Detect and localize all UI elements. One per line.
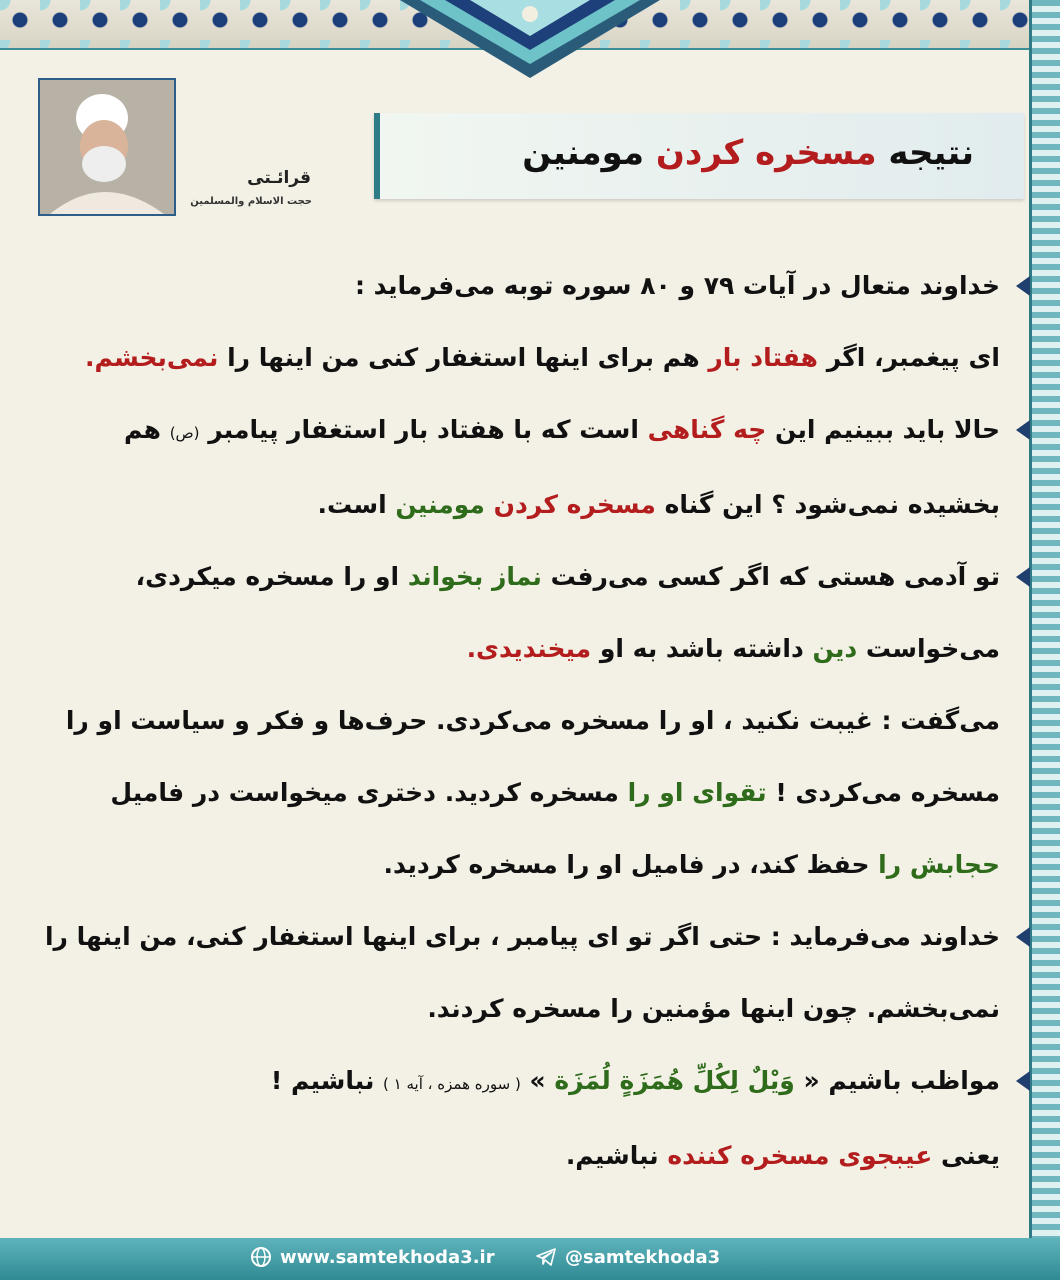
p7-text-c: » [520,1066,555,1095]
telegram-link[interactable] [535,1246,720,1268]
p3-text-b: چه گناهی [647,415,767,444]
bullet-icon [1016,276,1030,296]
title-box [374,113,1024,199]
paragraph-7 [40,1045,1000,1120]
p2-text-c: هم برای اینها استغفار کنی من اینها را [218,343,709,372]
p4-text-a: تو آدمی هستی که اگر کسی می‌رفت [541,562,1000,591]
bullet-icon [1016,420,1030,440]
paragraph-5 [40,685,1000,901]
bullet-icon [1016,927,1030,947]
p4-text-e: داشته باشد به او [591,634,813,663]
right-decorative-border [1029,0,1060,1280]
p1-text: خداوند متعال در آیات ۷۹ و ۸۰ سوره توبه می‌فرماید : [354,271,1000,300]
author-title: حجت الاسلام والمسلمین [190,196,312,207]
p4-text-c: او را مسخره میکردی، می‌خواست [135,562,1000,663]
p8-text-a: یعنی [932,1141,1000,1170]
p3-text-a: حالا باید ببینیم این [766,415,1000,444]
p7-text-a: مواظب باشیم « [794,1066,1000,1095]
p4-text-d: دین [812,634,858,663]
p7-text-d: ( سوره همزه ، آیه ۱ ) [383,1075,521,1093]
title-accent: مسخره کردن [655,133,877,173]
paragraph-1 [40,250,1000,322]
p5-text-a: می‌گفت : غیبت نکنید ، او را مسخره می‌کردی. حرف‌ها و فکر و سیاست او را مسخره می‌کردی ! [65,706,1000,807]
telegram-text: @samtekhoda3 [565,1246,721,1268]
paragraph-2 [40,322,1000,394]
p3-text-d: (ص) [169,424,200,442]
website-link[interactable] [250,1246,495,1268]
p5-text-d: حجابش را [878,850,1000,879]
p2-text-b: هفتاد بار [708,343,819,372]
p3-text-f: مسخره کردن [493,490,656,519]
paragraph-4 [40,541,1000,685]
paragraph-8 [40,1120,1000,1192]
page-title [522,133,974,173]
p3-text-e: هم بخشیده نمی‌شود ؟ این گناه [124,415,1000,519]
content [40,250,1000,1192]
p8-text-c: نباشیم. [565,1141,668,1170]
telegram-icon [535,1246,557,1268]
p7-text-e: نباشیم ! [270,1066,384,1095]
p2-text-a: ای پیغمبر، اگر [818,343,1000,372]
footer [0,1238,1060,1280]
p7-text-b: وَیْلٌ لِکُلِّ هُمَزَةٍ لُمَزَة [554,1066,795,1095]
p3-text-g [485,490,494,519]
bullet-icon [1016,567,1030,587]
p4-text-b: نماز بخواند [407,562,542,591]
author-name: قرائـتی [247,168,311,188]
p8-text-b: عیبجوی مسخره کننده [667,1141,933,1170]
paragraph-3 [40,394,1000,541]
paragraph-6 [40,901,1000,1045]
p3-text-h: مومنین [395,490,485,519]
p5-text-c: مسخره کردید. دختری میخواست در فامیل [110,778,628,807]
p6-text: خداوند می‌فرماید : حتی اگر تو ای پیامبر ، برای اینها استغفار کنی، من اینها را نمی‌بخشم. چون اینها مؤمنین را مسخره کردند. [44,922,1000,1023]
author-photo [38,78,176,216]
website-text: www.samtekhoda3.ir [280,1246,495,1268]
bullet-icon [1016,1071,1030,1091]
globe-icon [250,1246,272,1268]
p3-text-i: است. [317,490,396,519]
top-ornament-icon [400,0,660,78]
p5-text-b: تقوای او را [627,778,767,807]
title-part-1: نتیجه [888,133,974,173]
p2-text-d: نمی‌بخشم. [84,343,219,372]
p5-text-e: حفظ کند، در فامیل او را مسخره کردید. [383,850,879,879]
p4-text-f: میخندیدی. [466,634,592,663]
p3-text-c: است که با هفتاد بار استغفار پیامبر [199,415,648,444]
title-part-2: مومنین [522,133,645,173]
